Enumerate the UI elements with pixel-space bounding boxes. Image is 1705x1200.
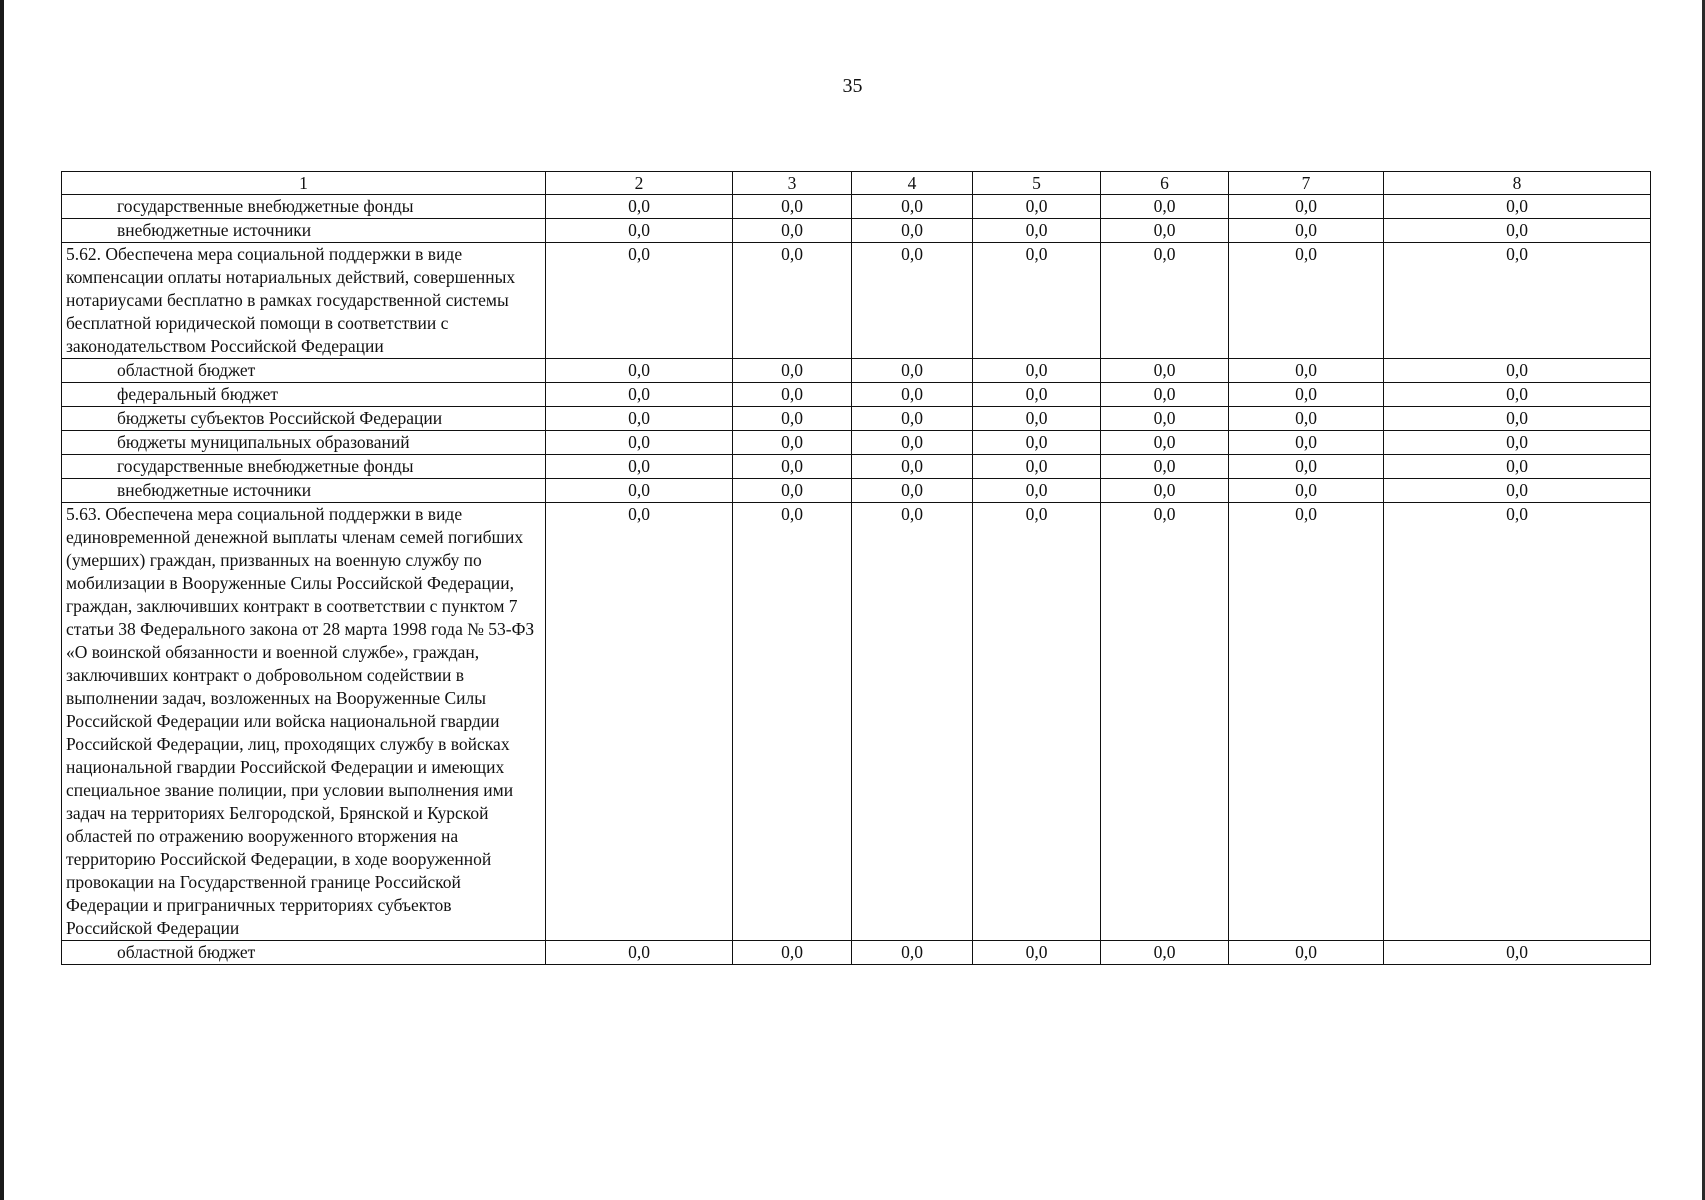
table-body bbox=[62, 172, 1651, 965]
value-cell: 0,0 bbox=[973, 455, 1101, 479]
value-cell: 0,0 bbox=[1229, 407, 1384, 431]
funding-source-cell: бюджеты субъектов Российской Федерации bbox=[62, 407, 546, 431]
column-number: 2 bbox=[546, 172, 733, 195]
value-cell: 0,0 bbox=[1229, 195, 1384, 219]
value-cell: 0,0 bbox=[1101, 219, 1229, 243]
value-cell: 0,0 bbox=[733, 407, 852, 431]
value-cell: 0,0 bbox=[546, 359, 733, 383]
value-cell: 0,0 bbox=[852, 941, 973, 965]
column-number: 5 bbox=[973, 172, 1101, 195]
value-cell: 0,0 bbox=[973, 359, 1101, 383]
value-cell: 0,0 bbox=[1384, 219, 1651, 243]
value-cell: 0,0 bbox=[546, 503, 733, 941]
value-cell: 0,0 bbox=[733, 431, 852, 455]
value-cell: 0,0 bbox=[1229, 431, 1384, 455]
value-cell: 0,0 bbox=[733, 941, 852, 965]
value-cell: 0,0 bbox=[852, 431, 973, 455]
value-cell: 0,0 bbox=[1101, 383, 1229, 407]
value-cell: 0,0 bbox=[973, 431, 1101, 455]
value-cell: 0,0 bbox=[546, 479, 733, 503]
value-cell: 0,0 bbox=[852, 407, 973, 431]
value-cell: 0,0 bbox=[1384, 195, 1651, 219]
value-cell: 0,0 bbox=[852, 479, 973, 503]
value-cell: 0,0 bbox=[973, 243, 1101, 359]
value-cell: 0,0 bbox=[852, 359, 973, 383]
value-cell: 0,0 bbox=[546, 219, 733, 243]
value-cell: 0,0 bbox=[1101, 479, 1229, 503]
table-row bbox=[62, 243, 1651, 359]
value-cell: 0,0 bbox=[852, 455, 973, 479]
value-cell: 0,0 bbox=[1101, 195, 1229, 219]
value-cell: 0,0 bbox=[852, 503, 973, 941]
value-cell: 0,0 bbox=[852, 383, 973, 407]
value-cell: 0,0 bbox=[733, 383, 852, 407]
value-cell: 0,0 bbox=[546, 243, 733, 359]
funding-source-cell: государственные внебюджетные фонды bbox=[62, 195, 546, 219]
value-cell: 0,0 bbox=[973, 383, 1101, 407]
value-cell: 0,0 bbox=[546, 383, 733, 407]
value-cell: 0,0 bbox=[733, 195, 852, 219]
value-cell: 0,0 bbox=[546, 455, 733, 479]
funding-source-cell: внебюджетные источники bbox=[62, 219, 546, 243]
value-cell: 0,0 bbox=[733, 219, 852, 243]
column-number: 4 bbox=[852, 172, 973, 195]
table-row bbox=[62, 383, 1651, 407]
column-number: 8 bbox=[1384, 172, 1651, 195]
value-cell: 0,0 bbox=[733, 479, 852, 503]
value-cell: 0,0 bbox=[1229, 243, 1384, 359]
financing-table bbox=[61, 171, 1651, 965]
value-cell: 0,0 bbox=[973, 195, 1101, 219]
funding-source-cell: областной бюджет bbox=[62, 359, 546, 383]
value-cell: 0,0 bbox=[1384, 941, 1651, 965]
funding-source-cell: бюджеты муниципальных образований bbox=[62, 431, 546, 455]
column-number: 7 bbox=[1229, 172, 1384, 195]
value-cell: 0,0 bbox=[546, 431, 733, 455]
value-cell: 0,0 bbox=[1384, 479, 1651, 503]
column-number: 3 bbox=[733, 172, 852, 195]
measure-description-cell: 5.62. Обеспечена мера социальной поддержки в виде компенсации оплаты нотариальных действий, совершенных нотариусами бесплатно в рамках государственной системы бесплатной юридической помощи в соответствии с законодательством Российской Федерации bbox=[62, 243, 546, 359]
value-cell: 0,0 bbox=[1101, 455, 1229, 479]
table-row bbox=[62, 407, 1651, 431]
value-cell: 0,0 bbox=[1229, 479, 1384, 503]
value-cell: 0,0 bbox=[733, 455, 852, 479]
value-cell: 0,0 bbox=[546, 941, 733, 965]
value-cell: 0,0 bbox=[1384, 503, 1651, 941]
column-number: 1 bbox=[62, 172, 546, 195]
measure-description-cell: 5.63. Обеспечена мера социальной поддержки в виде единовременной денежной выплаты членам семей погибших (умерших) граждан, призванных на военную службу по мобилизации в Вооруженные Силы Российской Федерации, граждан, заключивших контракт в соответствии с пунктом 7 статьи 38 Федерального закона от 28 марта 1998 года № 53-ФЗ «О воинской обязанности и военной службе», граждан, заключивших контракт о добровольном содействии в выполнении задач, возложенных на Вооруженные Силы Российской Федерации или войска национальной гвардии Российской Федерации, лиц, проходящих службу в войсках национальной гвардии Российской Федерации и имеющих специальное звание полиции, при условии выполнения ими задач на территориях Белгородской, Брянской и Курской областей по отражению вооруженного вторжения на территорию Российской Федерации, в ходе вооруженной провокации на Государственной границе Российской Федерации и приграничных территориях субъектов Российской Федерации bbox=[62, 503, 546, 941]
table-row bbox=[62, 431, 1651, 455]
table-row bbox=[62, 941, 1651, 965]
value-cell: 0,0 bbox=[852, 243, 973, 359]
value-cell: 0,0 bbox=[973, 503, 1101, 941]
funding-source-cell: внебюджетные источники bbox=[62, 479, 546, 503]
value-cell: 0,0 bbox=[973, 407, 1101, 431]
table-row bbox=[62, 455, 1651, 479]
value-cell: 0,0 bbox=[1229, 941, 1384, 965]
value-cell: 0,0 bbox=[1384, 407, 1651, 431]
value-cell: 0,0 bbox=[1229, 359, 1384, 383]
table-row bbox=[62, 479, 1651, 503]
value-cell: 0,0 bbox=[1101, 243, 1229, 359]
funding-source-cell: государственные внебюджетные фонды bbox=[62, 455, 546, 479]
value-cell: 0,0 bbox=[1384, 431, 1651, 455]
value-cell: 0,0 bbox=[1229, 455, 1384, 479]
column-number: 6 bbox=[1101, 172, 1229, 195]
scan-edge-left bbox=[0, 0, 4, 1200]
value-cell: 0,0 bbox=[1229, 503, 1384, 941]
value-cell: 0,0 bbox=[546, 195, 733, 219]
value-cell: 0,0 bbox=[1384, 243, 1651, 359]
value-cell: 0,0 bbox=[1229, 219, 1384, 243]
table-row bbox=[62, 359, 1651, 383]
value-cell: 0,0 bbox=[852, 219, 973, 243]
value-cell: 0,0 bbox=[852, 195, 973, 219]
value-cell: 0,0 bbox=[1101, 941, 1229, 965]
value-cell: 0,0 bbox=[733, 503, 852, 941]
value-cell: 0,0 bbox=[1384, 383, 1651, 407]
funding-source-cell: федеральный бюджет bbox=[62, 383, 546, 407]
value-cell: 0,0 bbox=[1101, 503, 1229, 941]
value-cell: 0,0 bbox=[973, 219, 1101, 243]
value-cell: 0,0 bbox=[1101, 407, 1229, 431]
funding-source-cell: областной бюджет bbox=[62, 941, 546, 965]
value-cell: 0,0 bbox=[546, 407, 733, 431]
value-cell: 0,0 bbox=[733, 359, 852, 383]
value-cell: 0,0 bbox=[733, 243, 852, 359]
value-cell: 0,0 bbox=[1384, 455, 1651, 479]
value-cell: 0,0 bbox=[1384, 359, 1651, 383]
column-number-row bbox=[62, 172, 1651, 195]
value-cell: 0,0 bbox=[1101, 431, 1229, 455]
page-number: 35 bbox=[842, 75, 863, 97]
table-row bbox=[62, 219, 1651, 243]
table-row bbox=[62, 503, 1651, 941]
table-row bbox=[62, 195, 1651, 219]
value-cell: 0,0 bbox=[1229, 383, 1384, 407]
value-cell: 0,0 bbox=[1101, 359, 1229, 383]
value-cell: 0,0 bbox=[973, 941, 1101, 965]
value-cell: 0,0 bbox=[973, 479, 1101, 503]
